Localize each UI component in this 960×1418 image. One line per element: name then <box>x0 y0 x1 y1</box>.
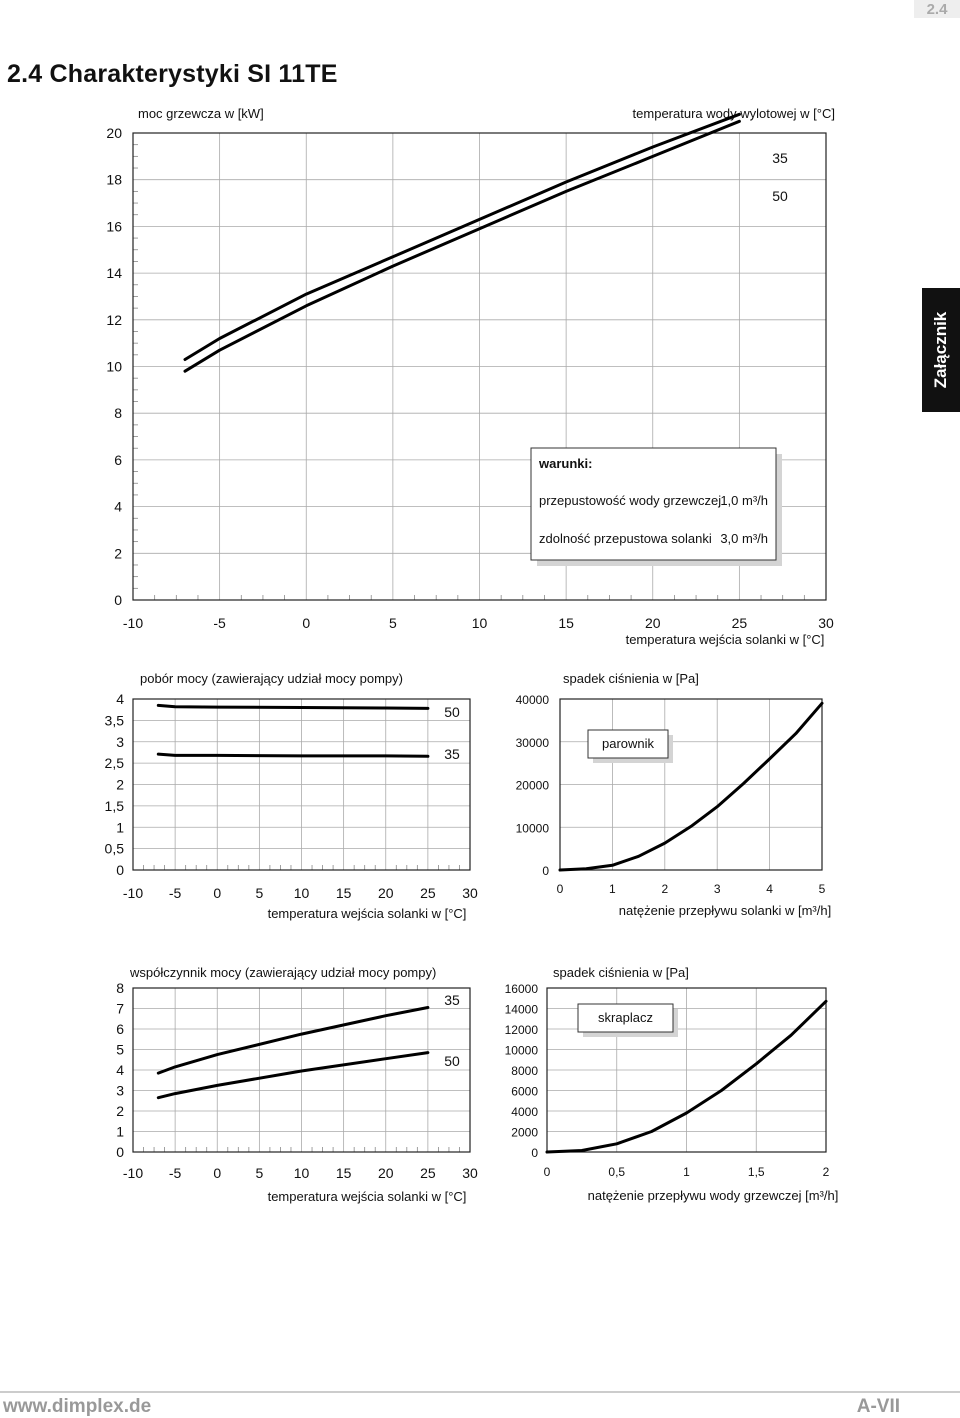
x-tick-label: 20 <box>377 885 394 901</box>
y-tick-label: 2,5 <box>104 755 124 772</box>
series-label-50: 50 <box>444 704 460 720</box>
y-tick-label: 12 <box>106 311 122 328</box>
y-tick-label: 14 <box>106 265 122 282</box>
y-tick-label: 2 <box>116 1103 124 1119</box>
x-tick-label: 30 <box>462 1165 478 1181</box>
series-line-35 <box>158 1008 428 1074</box>
x-tick-label: 2 <box>822 1165 830 1179</box>
footer-website[interactable]: www.dimplex.de <box>3 1396 152 1417</box>
y-tick-label: 6 <box>116 1021 124 1037</box>
x-axis-label: natężenie przepływu solanki w [m³/h] <box>618 903 832 918</box>
y-tick-label: 4 <box>116 691 124 707</box>
footer-page-id: A-VII <box>856 1396 900 1417</box>
y-tick-label: 0,5 <box>104 840 124 857</box>
conditions-label: zdolność przepustowa solanki <box>539 531 712 546</box>
x-tick-label: 25 <box>731 615 748 631</box>
x-tick-label: 0,5 <box>608 1165 626 1179</box>
x-tick-label: 30 <box>818 615 834 631</box>
y-tick-label: 4 <box>114 498 122 515</box>
y-tick-label: 0 <box>116 1144 124 1160</box>
series-label-35: 35 <box>444 746 460 762</box>
x-tick-label: 0 <box>213 885 222 901</box>
y-tick-label: 3 <box>116 733 124 750</box>
x-tick-label: -5 <box>168 885 182 901</box>
y-tick-label: 4000 <box>511 1105 538 1119</box>
y-tick-label: 20000 <box>515 778 549 793</box>
chart-title: pobór mocy (zawierający udział mocy pompy) <box>140 671 403 686</box>
x-tick-label: 0 <box>543 1165 551 1179</box>
x-tick-label: 15 <box>335 885 352 901</box>
y-tick-label: 8 <box>116 980 124 996</box>
chart-cond <box>505 965 839 1203</box>
x-tick-label: 3 <box>713 882 721 896</box>
x-axis-label: temperatura wejścia solanki w [°C] <box>267 1189 467 1204</box>
x-tick-label: 10 <box>471 615 488 631</box>
x-axis-label: temperatura wejścia solanki w [°C] <box>267 906 467 921</box>
chart-cop <box>116 965 478 1204</box>
x-tick-label: 1,5 <box>747 1165 765 1179</box>
x-tick-label: 1 <box>609 882 616 896</box>
y-tick-label: 40000 <box>515 693 549 707</box>
y-tick-label: 10 <box>106 358 122 375</box>
y-tick-label: 4 <box>116 1062 124 1078</box>
series-label-50: 50 <box>772 188 788 204</box>
y-tick-label: 1 <box>116 1123 124 1140</box>
series-label-50: 50 <box>444 1053 460 1069</box>
x-tick-label: 2 <box>661 882 669 896</box>
x-tick-label: -10 <box>122 1165 144 1181</box>
conditions-label: przepustowość wody grzewczej <box>539 493 722 508</box>
y-tick-label: 6000 <box>511 1084 538 1099</box>
y-tick-label: 14000 <box>504 1002 538 1017</box>
x-tick-label: -10 <box>122 885 144 901</box>
chart-power <box>105 671 478 921</box>
y-tick-label: 3 <box>116 1082 124 1099</box>
x-tick-label: 25 <box>420 885 436 901</box>
x-axis-label: temperatura wejścia solanki w [°C] <box>625 632 825 647</box>
y-tick-label: 0 <box>114 592 122 608</box>
x-tick-label: 0 <box>556 882 564 896</box>
x-tick-label: 15 <box>335 1165 352 1181</box>
x-tick-label: 15 <box>558 615 574 631</box>
y-tick-label: 1 <box>116 819 124 836</box>
chart-title: moc grzewcza w [kW] <box>138 106 264 121</box>
y-tick-label: 8 <box>114 405 122 422</box>
y-tick-label: 10000 <box>515 821 549 836</box>
series-line-0 <box>560 703 822 870</box>
page-header-number: 2.4 <box>914 0 960 18</box>
y-tick-label: 7 <box>116 1000 124 1017</box>
conditions-value: 1,0 m³/h <box>720 493 768 508</box>
x-axis-label: natężenie przepływu wody grzewczej [m³/h] <box>587 1188 839 1203</box>
page-title: 2.4 Charakterystyki SI 11TE <box>7 60 338 88</box>
series-line-50 <box>185 121 739 371</box>
y-tick-label: 0 <box>116 862 124 878</box>
chart-heating <box>106 106 835 647</box>
series-line-35 <box>158 754 428 756</box>
x-tick-label: 5 <box>255 885 264 901</box>
y-tick-label: 8000 <box>511 1064 538 1078</box>
y-tick-label: 30000 <box>515 735 549 750</box>
chart-title: spadek ciśnienia w [Pa] <box>563 671 699 686</box>
side-tab-label: Załącznik <box>931 311 950 389</box>
x-tick-label: 5 <box>255 1165 264 1181</box>
y-tick-label: 2 <box>114 545 122 562</box>
x-tick-label: 5 <box>388 615 397 631</box>
x-tick-label: 4 <box>766 882 773 896</box>
x-tick-label: 20 <box>644 615 661 631</box>
y-tick-label: 18 <box>106 171 122 188</box>
chart-evap <box>516 671 832 918</box>
label-box-text: skraplacz <box>598 1010 653 1025</box>
x-tick-label: -5 <box>213 615 226 631</box>
y-tick-label: 0 <box>542 864 549 878</box>
series-label-35: 35 <box>444 992 460 1008</box>
series-label-35: 35 <box>772 150 788 166</box>
legend-title: temperatura wody wylotowej w [°C] <box>632 106 835 121</box>
y-tick-label: 12000 <box>504 1023 538 1037</box>
chart-title: spadek ciśnienia w [Pa] <box>553 965 689 980</box>
y-tick-label: 2000 <box>511 1125 538 1140</box>
x-tick-label: -10 <box>122 615 144 631</box>
x-tick-label: 20 <box>377 1165 394 1181</box>
y-tick-label: 0 <box>531 1146 538 1160</box>
y-tick-label: 20 <box>106 125 122 141</box>
x-tick-label: 25 <box>420 1165 436 1181</box>
y-tick-label: 6 <box>114 451 122 468</box>
x-tick-label: 5 <box>818 882 826 896</box>
x-tick-label: 30 <box>462 885 478 901</box>
chart-title: współczynnik mocy (zawierający udział mocy pompy) <box>130 965 437 980</box>
x-tick-label: 10 <box>293 1165 310 1181</box>
y-tick-label: 2 <box>116 776 124 793</box>
x-tick-label: 10 <box>293 885 310 901</box>
series-line-50 <box>158 705 428 708</box>
x-tick-label: -5 <box>168 1165 182 1181</box>
x-tick-label: 1 <box>683 1165 690 1179</box>
conditions-title: warunki: <box>539 456 593 471</box>
y-tick-label: 3,5 <box>104 712 124 729</box>
y-tick-label: 1,5 <box>104 797 124 814</box>
y-tick-label: 16 <box>106 218 122 235</box>
y-tick-label: 5 <box>116 1041 124 1058</box>
x-tick-label: 0 <box>302 615 311 631</box>
label-box-text: parownik <box>601 736 655 751</box>
y-tick-label: 16000 <box>504 982 538 996</box>
y-tick-label: 10000 <box>504 1043 538 1058</box>
x-tick-label: 0 <box>213 1165 222 1181</box>
conditions-value: 3,0 m³/h <box>720 531 768 546</box>
